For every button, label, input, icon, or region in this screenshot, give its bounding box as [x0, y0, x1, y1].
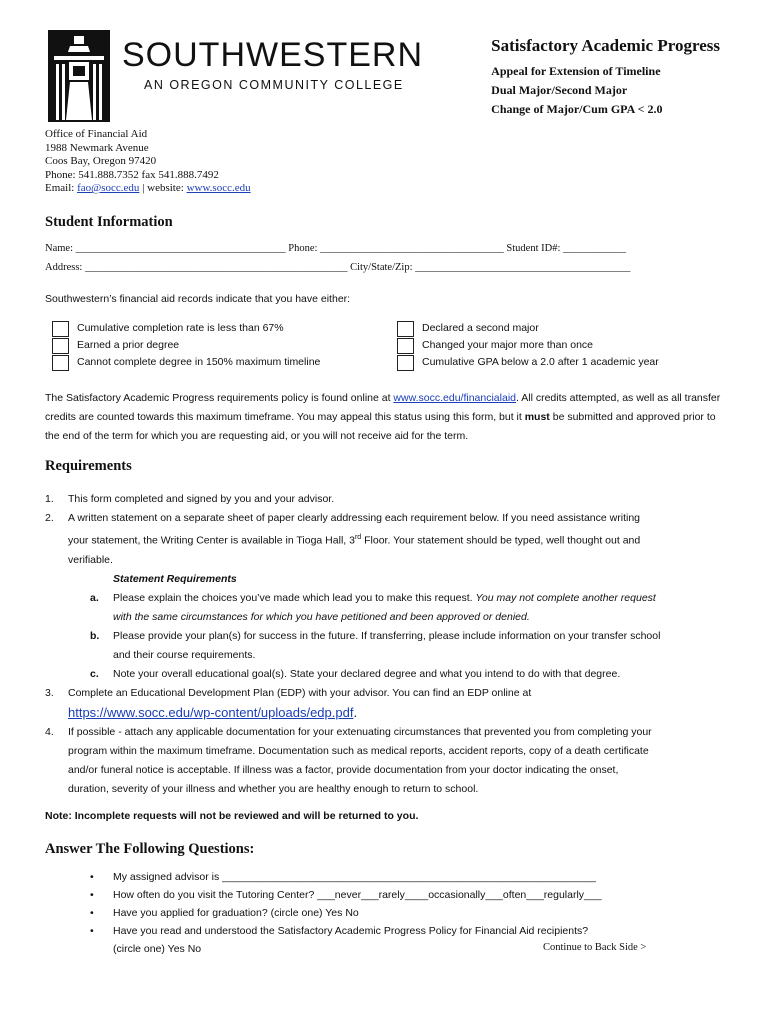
requirements-list: 1. This form completed and signed by you and your advisor. 2. A written statement on a separate sheet of paper clearly addressing each requirement below. If you need assistance writing your statement, the Writing Center is available in Tioga Hall, 3rd Floor. Your statement should be typed, well thought out and verifiable. Statement Requirements a. Please explain the choices you’ve made which lead you to make this request. You may not complete another request with the same circumstances for which you have petitioned and been approved or denied. b. Please provide your plan(s) for success in the future. If transferring, please include information on your transfer school and their course requirements. c. Note your overall educational goal(s). State your declared degree and what you intend to do with that degree. 3. Complete an Educational Development Plan (EDP) with your advisor. You can find an EDP online at https://www.socc.edu/wp-content/uploads/edp.pdf. 4. If possible - attach any applicable documentation for your extenuating circumstances that prevented you from completing your program within the maximum timeframe. Documentation such as medical reports, accident reports, copy of a death certificate and/or funeral notice is acceptable. If illness was a factor, provide documentation from your doctor indicating the onset, duration, severity of your illness and whether you are healthy enough to return to school. — [45, 490, 725, 799]
option-prior-degree: Earned a prior degree — [77, 339, 180, 351]
form-subtitle-2: Dual Major/Second Major — [491, 83, 628, 97]
form-subtitle-3: Change of Major/Cum GPA < 2.0 — [491, 102, 663, 116]
checkbox-changed-major[interactable] — [397, 338, 414, 354]
financialaid-link[interactable]: www.socc.edu/financialaid — [393, 392, 516, 404]
continue-note: Continue to Back Side > — [543, 942, 647, 953]
left-options — [77, 320, 320, 371]
office-street: 1988 Newmark Avenue — [45, 141, 149, 154]
question-advisor[interactable]: • My assigned advisor is ________________________________________________________________ — [90, 871, 596, 883]
student-info-heading: Student Information — [45, 214, 173, 230]
option-max-timeline: Cannot complete degree in 150% maximum timeline — [77, 356, 321, 368]
list-item: 3. Complete an Educational Development Plan (EDP) with your advisor. You can find an EDP online at — [45, 686, 532, 699]
requirements-heading: Requirements — [45, 458, 132, 474]
form-title: Satisfactory Academic Progress — [491, 36, 720, 55]
question-sap-policy[interactable]: • Have you read and understood the Satisfactory Academic Progress Policy for Financial Aid recipients? — [90, 925, 589, 937]
college-logo — [48, 30, 428, 120]
checkbox-max-timeline[interactable] — [52, 355, 69, 371]
incomplete-note: Note: Incomplete requests will not be reviewed and will be returned to you. — [45, 810, 419, 822]
website-link[interactable]: www.socc.edu — [186, 182, 251, 194]
logo-tagline: AN OREGON COMMUNITY COLLEGE — [144, 78, 404, 92]
option-second-major: Declared a second major — [422, 322, 539, 334]
office-phone: Phone: 541.888.7352 fax 541.888.7492 — [45, 168, 219, 181]
list-item: a. Please explain the choices you’ve made which lead you to make this request. You may not complete another request — [90, 591, 656, 604]
office-email-row: Email: fao@socc.edu | website: www.socc.edu — [45, 182, 251, 194]
option-changed-major: Changed your major more than once — [422, 339, 594, 351]
list-item: 1. This form completed and signed by you and your advisor. — [45, 493, 335, 505]
form-title-block — [491, 36, 720, 119]
questions-heading: Answer The Following Questions: — [45, 841, 255, 857]
edp-link[interactable]: https://www.socc.edu/wp-content/uploads/edp.pdf — [68, 704, 354, 720]
checkbox-completion-rate[interactable] — [52, 321, 69, 337]
checkbox-prior-degree[interactable] — [52, 338, 69, 354]
policy-paragraph: The Satisfactory Academic Progress requirements policy is found online at www.socc.edu/financialaid. All credits attempted, as well as all transfer credits are counted towards this maximum timeframe. You may appeal this status using this form, but it must be submitted and approved prior to the end of the term for which you are requesting aid, or you will not receive aid for the term. — [45, 392, 721, 442]
office-name: Office of Financial Aid — [45, 128, 148, 140]
question-graduation[interactable]: • Have you applied for graduation? (circle one) Yes No — [90, 907, 359, 919]
checkbox-second-major[interactable] — [397, 321, 414, 337]
checkbox-low-gpa[interactable] — [397, 355, 414, 371]
office-city: Coos Bay, Oregon 97420 — [45, 155, 157, 167]
student-info-line-2[interactable]: Address: __________________________________________________ City/State/Zip: _________________________________________ — [45, 262, 631, 273]
office-contact — [45, 128, 251, 196]
left-checkbox-column — [52, 321, 69, 372]
right-checkbox-column — [397, 321, 414, 372]
email-link[interactable]: fao@socc.edu — [77, 182, 140, 194]
student-info-line-1[interactable]: Name: ________________________________________ Phone: ___________________________________ Student ID#: ____________ — [45, 243, 626, 254]
list-item: 2. A written statement on a separate sheet of paper clearly addressing each requirement below. If you need assistance writing — [45, 512, 640, 524]
list-item: 4. If possible - attach any applicable documentation for your extenuating circumstances that prevented you from completing your — [45, 725, 652, 738]
lighthouse-icon — [48, 30, 110, 122]
questions-list: • My assigned advisor is ________________________________________________________________ • How often do you visit the Tutoring Center? ___never___rarely____occasionally___often___regularly___ • Have you applied for graduation? (circle one) Yes No • Have you read and understood the Satisfactory Academic Progress Policy for Financial Aid recipients? (circle one) Yes No — [45, 868, 745, 958]
logo-wordmark: SOUTHWESTERN — [122, 36, 423, 74]
records-intro: Southwestern’s financial aid records indicate that you have either: — [45, 293, 351, 305]
list-item: b. Please provide your plan(s) for success in the future. If transferring, please include information on your transfer school — [90, 629, 661, 642]
list-item: c. Note your overall educational goal(s). State your declared degree and what you intend to do with that degree. — [90, 667, 621, 680]
right-options — [422, 320, 659, 371]
question-tutoring[interactable]: • How often do you visit the Tutoring Center? ___never___rarely____occasionally___often___regularly___ — [90, 889, 602, 901]
option-completion-rate: Cumulative completion rate is less than 67% — [77, 322, 284, 334]
statement-requirements-heading: Statement Requirements — [113, 572, 237, 585]
form-subtitle-1: Appeal for Extension of Timeline — [491, 64, 661, 78]
option-low-gpa: Cumulative GPA below a 2.0 after 1 academic year — [422, 356, 659, 368]
